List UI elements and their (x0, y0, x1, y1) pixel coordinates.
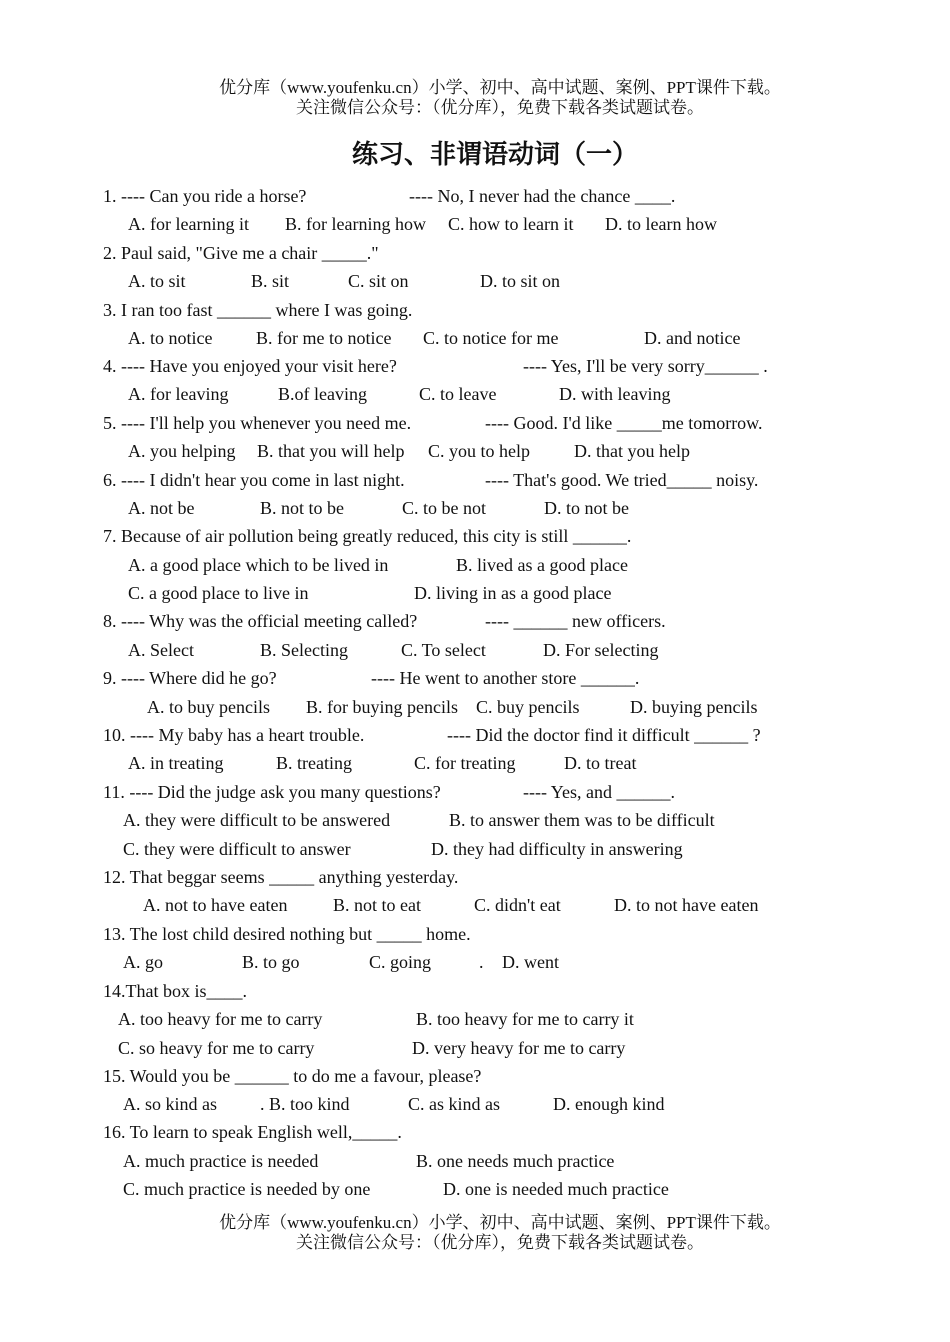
option-d: D. For selecting (543, 640, 659, 660)
option-a: A. you helping (128, 441, 236, 461)
question-stem: 1. ---- Can you ride a horse? (103, 186, 307, 206)
question-reply: ---- ______ new officers. (485, 611, 666, 631)
option-d: D. that you help (574, 441, 690, 461)
option-b: B. sit (251, 271, 290, 291)
option-a: A. go (123, 952, 163, 972)
option-d: D. they had difficulty in answering (431, 839, 683, 859)
option-c: C. for treating (414, 753, 516, 773)
option-a: A. not to have eaten (143, 895, 288, 915)
question-stem: 9. ---- Where did he go? (103, 668, 277, 688)
option-a: A. for leaving (128, 384, 229, 404)
question-stem: 15. Would you be ______ to do me a favour, please? (103, 1066, 482, 1086)
question-stem: 10. ---- My baby has a heart trouble. (103, 725, 365, 745)
question-reply: ---- He went to another store ______. (371, 668, 640, 688)
option-a: A. too heavy for me to carry (118, 1009, 323, 1029)
footer-line-1: 优分库（www.youfenku.cn）小学、初中、高中试题、案例、PPT课件下载。 (219, 1213, 781, 1232)
option-b: B. Selecting (260, 640, 348, 660)
option-b: B. that you will help (257, 441, 405, 461)
option-d: D. one is needed much practice (443, 1179, 669, 1199)
option-c: C. didn't eat (474, 895, 561, 915)
option-a: A. much practice is needed (123, 1151, 319, 1171)
option-b: . B. too kind (260, 1094, 350, 1114)
option-c: C. buy pencils (476, 697, 580, 717)
option-d: D. with leaving (559, 384, 671, 404)
option-d: D. and notice (644, 328, 741, 348)
option-b: B. to go (242, 952, 300, 972)
option-d: D. went (502, 952, 559, 972)
option-c: C. to be not (402, 498, 486, 518)
option-c: C. you to help (428, 441, 530, 461)
question-stem: 5. ---- I'll help you whenever you need me. (103, 413, 412, 433)
option-b: B.of leaving (278, 384, 367, 404)
option-c: C. to notice for me (423, 328, 559, 348)
option-a: A. for learning it (128, 214, 249, 234)
question-stem: 16. To learn to speak English well,_____. (103, 1122, 402, 1142)
question-stem: 13. The lost child desired nothing but _____ home. (103, 924, 471, 944)
header-line-2: 关注微信公众号：（优分库），免费下载各类试题试卷。 (296, 98, 704, 117)
option-a: A. a good place which to be lived in (128, 555, 389, 575)
option-c: C. much practice is needed by one (123, 1179, 371, 1199)
question-reply: ---- No, I never had the chance ____. (409, 186, 676, 206)
question-stem: 3. I ran too fast ______ where I was going. (103, 300, 413, 320)
question-reply: ---- Yes, and ______. (523, 782, 675, 802)
option-d: D. to not have eaten (614, 895, 759, 915)
question-reply: ---- Yes, I'll be very sorry______ . (523, 356, 768, 376)
option-a: A. to notice (128, 328, 213, 348)
question-stem: 8. ---- Why was the official meeting called? (103, 611, 418, 631)
option-a: A. to sit (128, 271, 186, 291)
question-stem: 12. That beggar seems _____ anything yesterday. (103, 867, 459, 887)
option-c: C. going (369, 952, 432, 972)
option-b: B. for me to notice (256, 328, 392, 348)
option-b: B. for learning how (285, 214, 426, 234)
option-d: D. living in as a good place (414, 583, 612, 603)
question-stem: 7. Because of air pollution being greatly reduced, this city is still ______. (103, 526, 632, 546)
option-d: D. to sit on (480, 271, 561, 291)
question-reply: ---- That's good. We tried_____ noisy. (485, 470, 759, 490)
footer-line-2: 关注微信公众号：（优分库），免费下载各类试题试卷。 (296, 1233, 704, 1252)
page-title: 练习、非谓语动词（一） (351, 140, 638, 170)
option-a: A. not be (128, 498, 195, 518)
option-d: D. to treat (564, 753, 637, 773)
question-stem: 4. ---- Have you enjoyed your visit here? (103, 356, 397, 376)
option-d: D. very heavy for me to carry (412, 1038, 626, 1058)
option-c: C. sit on (348, 271, 409, 291)
option-b: B. treating (276, 753, 352, 773)
option-a: A. in treating (128, 753, 224, 773)
option-c: C. they were difficult to answer (123, 839, 351, 859)
option-b: B. not to eat (333, 895, 421, 915)
option-b: B. one needs much practice (416, 1151, 615, 1171)
option-a: A. so kind as (123, 1094, 217, 1114)
option-a: A. to buy pencils (147, 697, 270, 717)
option-c: C. so heavy for me to carry (118, 1038, 315, 1058)
question-reply: ---- Did the doctor find it difficult ______ ? (447, 725, 761, 745)
option-a: A. Select (128, 640, 194, 660)
option-c: C. as kind as (408, 1094, 500, 1114)
option-c: C. To select (401, 640, 486, 660)
question-reply: ---- Good. I'd like _____me tomorrow. (485, 413, 763, 433)
option-d: D. to learn how (605, 214, 717, 234)
header-line-1: 优分库（www.youfenku.cn）小学、初中、高中试题、案例、PPT课件下载。 (219, 78, 781, 97)
option-c: C. how to learn it (448, 214, 574, 234)
option-b: B. too heavy for me to carry it (416, 1009, 634, 1029)
option-c: C. to leave (419, 384, 497, 404)
option-dot: . (479, 952, 484, 972)
question-stem: 2. Paul said, "Give me a chair _____." (103, 243, 379, 263)
option-b: B. not to be (260, 498, 344, 518)
option-d: D. to not be (544, 498, 629, 518)
option-b: B. for buying pencils (306, 697, 458, 717)
question-stem: 6. ---- I didn't hear you come in last night. (103, 470, 405, 490)
option-c: C. a good place to live in (128, 583, 309, 603)
option-b: B. lived as a good place (456, 555, 628, 575)
option-b: B. to answer them was to be difficult (449, 810, 715, 830)
question-stem: 11. ---- Did the judge ask you many questions? (103, 782, 441, 802)
option-d: D. enough kind (553, 1094, 665, 1114)
question-stem: 14.That box is____. (103, 981, 247, 1001)
option-a: A. they were difficult to be answered (123, 810, 391, 830)
option-d: D. buying pencils (630, 697, 758, 717)
